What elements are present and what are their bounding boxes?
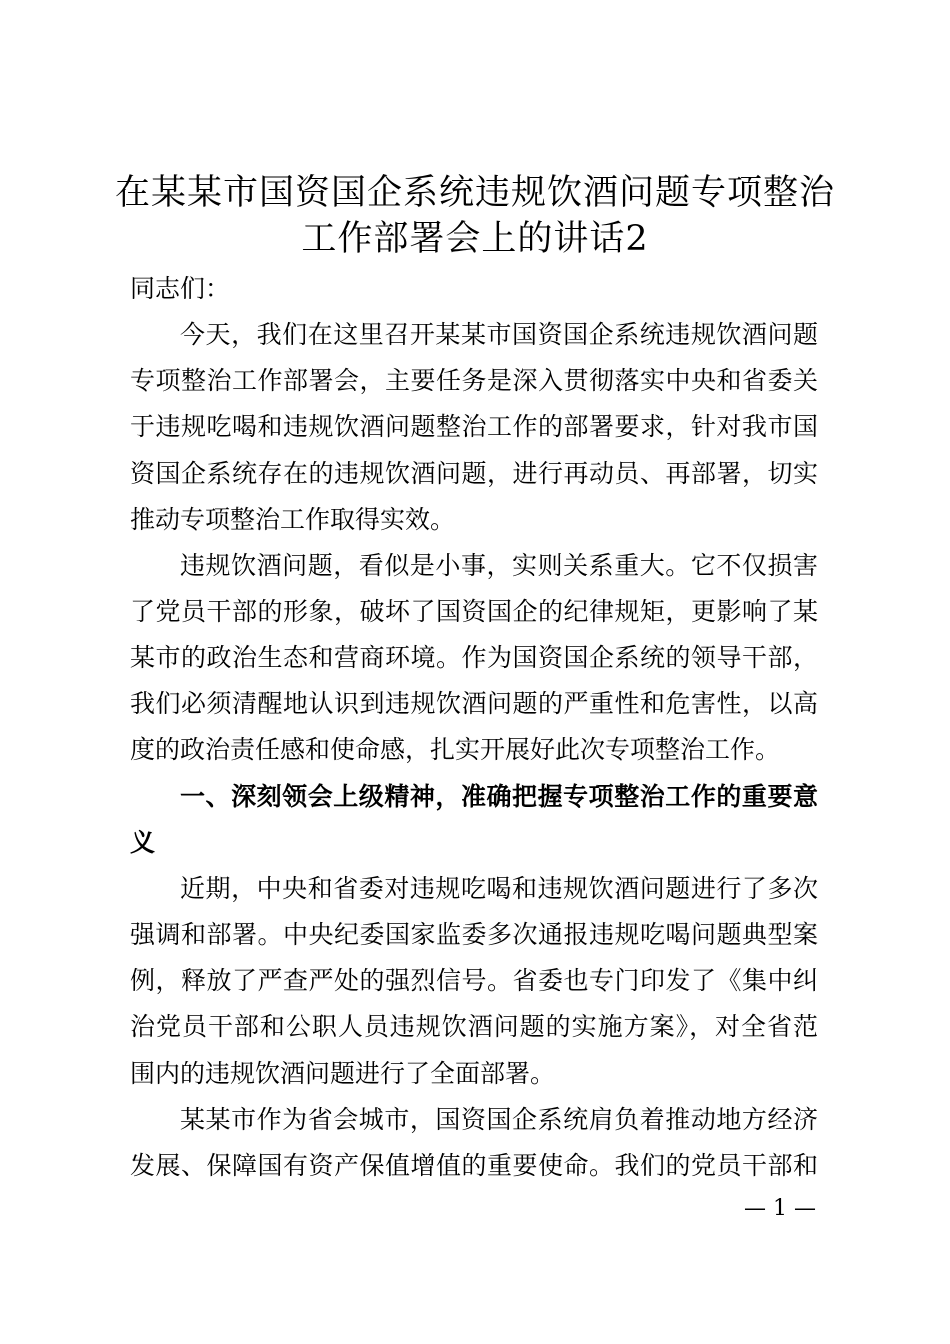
paragraph-2-line-3: 某市的政治生态和营商环境。作为国资国企系统的领导干部，	[130, 643, 818, 672]
paragraph-1-line-4: 资国企系统存在的违规饮酒问题，进行再动员、再部署，切实	[130, 459, 818, 488]
paragraph-3-line-4: 治党员干部和公职人员违规饮酒问题的实施方案》，对全省范	[130, 1012, 818, 1041]
paragraph-2-line-5: 度的政治责任感和使命感，扎实开展好此次专项整治工作。	[130, 735, 781, 764]
paragraph-3-line-2: 强调和部署。中央纪委国家监委多次通报违规吃喝问题典型案	[130, 920, 818, 949]
paragraph-1-line-1: 今天，我们在这里召开某某市国资国企系统违规饮酒问题	[180, 320, 818, 349]
page-number: — 1 —	[744, 1196, 816, 1221]
paragraph-1-line-2: 专项整治工作部署会，主要任务是深入贯彻落实中央和省委关	[130, 366, 818, 395]
paragraph-1-line-3: 于违规吃喝和违规饮酒问题整治工作的部署要求，针对我市国	[130, 412, 818, 441]
paragraph-4-line-1: 某某市作为省会城市，国资国企系统肩负着推动地方经济	[180, 1105, 818, 1134]
paragraph-3-line-1: 近期，中央和省委对违规吃喝和违规饮酒问题进行了多次	[180, 874, 818, 903]
section-heading-1-line-1: 一、深刻领会上级精神，准确把握专项整治工作的重要意	[180, 782, 818, 811]
section-heading-1-line-2: 义	[130, 828, 156, 857]
paragraph-2-line-2: 了党员干部的形象，破坏了国资国企的纪律规矩，更影响了某	[130, 597, 818, 626]
salutation: 同志们：	[130, 274, 231, 303]
paragraph-3-line-5: 围内的违规饮酒问题进行了全面部署。	[130, 1059, 556, 1088]
paragraph-1-line-5: 推动专项整治工作取得实效。	[130, 505, 456, 534]
paragraph-2-line-1: 违规饮酒问题，看似是小事，实则关系重大。它不仅损害	[180, 551, 818, 580]
paragraph-2-line-4: 我们必须清醒地认识到违规饮酒问题的严重性和危害性，以高	[130, 689, 818, 718]
paragraph-3-line-3: 例，释放了严查严处的强烈信号。省委也专门印发了《集中纠	[130, 966, 818, 995]
paragraph-4-line-2: 发展、保障国有资产保值增值的重要使命。我们的党员干部和	[130, 1151, 818, 1180]
document-title-line-2: 工作部署会上的讲话2	[301, 219, 649, 259]
document-title-line-1: 在某某市国资国企系统违规饮酒问题专项整治	[114, 173, 835, 213]
